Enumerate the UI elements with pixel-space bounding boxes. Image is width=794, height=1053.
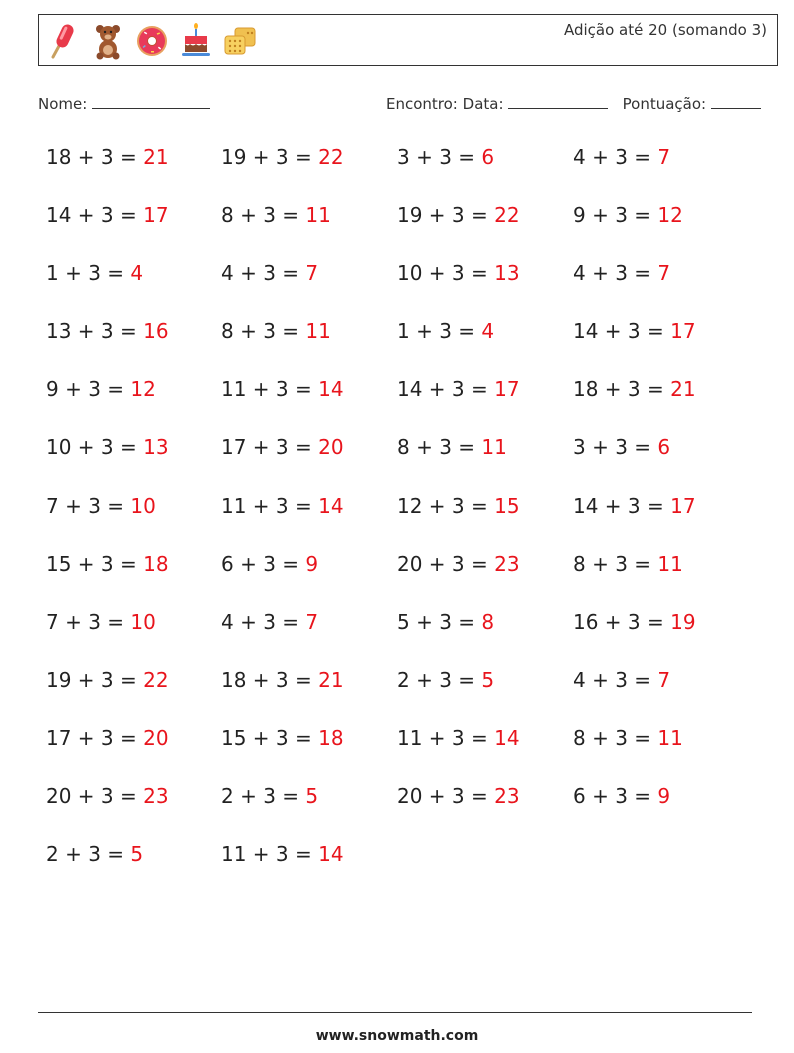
problem-question: 4 + 3 =: [573, 261, 652, 286]
problem-answer: 14: [318, 377, 344, 402]
problem-item: [46, 668, 169, 692]
problem-answer: 7: [305, 609, 319, 634]
problem-question: 9 + 3 =: [46, 377, 125, 402]
problem-row: [46, 261, 766, 319]
problem-question: 6 + 3 =: [573, 784, 652, 809]
problem-question: 17 + 3 =: [46, 725, 137, 750]
problem-answer: 11: [657, 551, 683, 576]
problem-item: [397, 203, 520, 227]
problem-question: 2 + 3 =: [46, 842, 125, 867]
problem-item: [397, 377, 520, 401]
footer-divider: [38, 1012, 752, 1013]
problem-answer: 16: [143, 319, 169, 344]
score-label: Pontuação:: [622, 95, 707, 113]
problem-answer: 19: [670, 609, 696, 634]
problem-answer: 13: [143, 435, 169, 460]
problem-question: 3 + 3 =: [573, 435, 652, 460]
problem-item: [221, 203, 331, 227]
problem-answer: 10: [130, 493, 156, 518]
problem-question: 10 + 3 =: [46, 435, 137, 460]
problem-item: [573, 726, 683, 750]
problem-item: [221, 552, 318, 576]
problem-answer: 4: [130, 261, 144, 286]
problem-question: 8 + 3 =: [221, 203, 300, 228]
problem-item: [221, 494, 344, 518]
problem-answer: 10: [130, 609, 156, 634]
problem-item: [46, 261, 143, 285]
problem-answer: 22: [143, 667, 169, 692]
problem-answer: 9: [657, 784, 671, 809]
problem-answer: 22: [318, 145, 344, 169]
problem-question: 19 + 3 =: [46, 667, 137, 692]
problem-answer: 13: [494, 261, 520, 286]
problem-item: [397, 552, 520, 576]
problem-answer: 5: [130, 842, 144, 867]
encounter-date-score: [386, 94, 761, 113]
problem-question: 2 + 3 =: [221, 784, 300, 809]
problem-answer: 7: [657, 145, 671, 169]
problem-question: 1 + 3 =: [397, 319, 476, 344]
problem-item: [46, 145, 169, 169]
problem-question: 1 + 3 =: [46, 261, 125, 286]
problem-item: [221, 319, 331, 343]
problem-item: [221, 842, 344, 866]
problem-row: [46, 668, 766, 726]
problem-question: 18 + 3 =: [221, 667, 312, 692]
problem-item: [573, 610, 696, 634]
problem-item: [573, 377, 696, 401]
problem-answer: 14: [494, 725, 520, 750]
problem-answer: 7: [657, 667, 671, 692]
encounter-label: Encontro:: [386, 95, 458, 113]
problem-answer: 11: [481, 435, 507, 460]
problem-question: 19 + 3 =: [397, 203, 488, 228]
problem-row: [46, 377, 766, 435]
popsicle-icon: [47, 22, 81, 60]
problem-question: 10 + 3 =: [397, 261, 488, 286]
problem-item: [397, 610, 494, 634]
problem-row: [46, 842, 766, 900]
problem-answer: 11: [305, 319, 331, 344]
problem-question: 12 + 3 =: [397, 493, 488, 518]
problem-item: [46, 610, 156, 634]
problem-question: 3 + 3 =: [397, 145, 476, 169]
problem-answer: 11: [305, 203, 331, 228]
problem-question: 14 + 3 =: [397, 377, 488, 402]
score-blank-line: [711, 94, 761, 109]
problem-row: [46, 552, 766, 610]
problem-question: 11 + 3 =: [397, 725, 488, 750]
problem-answer: 20: [143, 725, 169, 750]
problem-answer: 21: [143, 145, 169, 169]
problem-answer: 20: [318, 435, 344, 460]
problem-question: 13 + 3 =: [46, 319, 137, 344]
problem-question: 11 + 3 =: [221, 377, 312, 402]
worksheet-title: Adição até 20 (somando 3): [563, 21, 767, 39]
problem-answer: 17: [670, 493, 696, 518]
problem-item: [397, 145, 494, 169]
problem-answer: 17: [670, 319, 696, 344]
problem-item: [46, 203, 169, 227]
problem-question: 18 + 3 =: [573, 377, 664, 402]
name-field: [38, 94, 210, 113]
problem-question: 20 + 3 =: [397, 784, 488, 809]
problem-item: [573, 552, 683, 576]
problem-answer: 18: [143, 551, 169, 576]
problem-item: [221, 435, 344, 459]
problem-row: [46, 494, 766, 552]
problem-item: [46, 319, 169, 343]
problem-answer: 17: [143, 203, 169, 228]
problem-question: 7 + 3 =: [46, 609, 125, 634]
problem-row: [46, 203, 766, 261]
problem-item: [221, 726, 344, 750]
problem-row: [46, 435, 766, 493]
problem-question: 4 + 3 =: [221, 609, 300, 634]
problem-item: [221, 145, 344, 169]
problem-answer: 15: [494, 493, 520, 518]
problem-item: [46, 552, 169, 576]
problem-answer: 5: [305, 784, 319, 809]
problem-question: 14 + 3 =: [573, 319, 664, 344]
problem-row: [46, 784, 766, 842]
problem-question: 15 + 3 =: [46, 551, 137, 576]
donut-icon: [135, 22, 169, 60]
date-blank-line: [508, 94, 608, 109]
problem-question: 17 + 3 =: [221, 435, 312, 460]
problem-question: 14 + 3 =: [46, 203, 137, 228]
problem-row: [46, 726, 766, 784]
problem-question: 18 + 3 =: [46, 145, 137, 169]
problem-item: [573, 203, 683, 227]
problem-question: 8 + 3 =: [573, 551, 652, 576]
problem-item: [397, 784, 520, 808]
problem-question: 15 + 3 =: [221, 725, 312, 750]
problem-answer: 6: [481, 145, 495, 169]
cracker-icon: [223, 22, 257, 60]
problem-answer: 14: [318, 842, 344, 867]
problem-question: 6 + 3 =: [221, 551, 300, 576]
problem-question: 11 + 3 =: [221, 842, 312, 867]
problem-item: [397, 435, 507, 459]
problem-item: [573, 261, 670, 285]
problem-question: 8 + 3 =: [573, 725, 652, 750]
problem-answer: 9: [305, 551, 319, 576]
problem-question: 8 + 3 =: [397, 435, 476, 460]
problem-answer: 4: [481, 319, 495, 344]
date-label: Data:: [462, 95, 504, 113]
problem-item: [573, 784, 670, 808]
problem-question: 4 + 3 =: [573, 145, 652, 169]
problem-item: [397, 494, 520, 518]
problem-question: 20 + 3 =: [397, 551, 488, 576]
problem-item: [46, 726, 169, 750]
problem-item: [573, 145, 670, 169]
problem-answer: 7: [305, 261, 319, 286]
problem-question: 20 + 3 =: [46, 784, 137, 809]
problem-item: [573, 668, 670, 692]
problem-row: [46, 319, 766, 377]
problem-answer: 23: [143, 784, 169, 809]
problem-answer: 8: [481, 609, 495, 634]
problem-answer: 23: [494, 784, 520, 809]
problem-answer: 11: [657, 725, 683, 750]
problem-question: 11 + 3 =: [221, 493, 312, 518]
problem-item: [573, 494, 696, 518]
problem-row: [46, 145, 766, 203]
problem-answer: 12: [130, 377, 156, 402]
problem-question: 4 + 3 =: [573, 667, 652, 692]
problem-question: 9 + 3 =: [573, 203, 652, 228]
problem-question: 2 + 3 =: [397, 667, 476, 692]
problem-question: 7 + 3 =: [46, 493, 125, 518]
problem-answer: 12: [657, 203, 683, 228]
footer-url: www.snowmath.com: [315, 1028, 479, 1044]
problem-item: [46, 842, 143, 866]
problem-question: 4 + 3 =: [221, 261, 300, 286]
problem-question: 14 + 3 =: [573, 493, 664, 518]
problem-item: [397, 668, 494, 692]
problem-answer: 18: [318, 725, 344, 750]
birthday-cake-icon: [179, 22, 213, 60]
problem-item: [221, 261, 318, 285]
name-blank-line: [92, 94, 210, 109]
problem-question: 19 + 3 =: [221, 145, 312, 169]
problem-question: 16 + 3 =: [573, 609, 664, 634]
problem-item: [221, 377, 344, 401]
problem-answer: 5: [481, 667, 495, 692]
problem-answer: 14: [318, 493, 344, 518]
problem-item: [46, 494, 156, 518]
problem-answer: 6: [657, 435, 671, 460]
problem-item: [397, 261, 520, 285]
problem-item: [221, 784, 318, 808]
teddy-bear-icon: [91, 22, 125, 60]
problem-item: [46, 435, 169, 459]
problem-answer: 21: [670, 377, 696, 402]
problem-answer: 17: [494, 377, 520, 402]
name-label: Nome:: [38, 95, 88, 113]
header-icons: [47, 21, 257, 61]
problem-question: 8 + 3 =: [221, 319, 300, 344]
problem-row: [46, 610, 766, 668]
problem-item: [397, 319, 494, 343]
problem-grid: [46, 145, 766, 900]
problem-item: [221, 668, 344, 692]
problem-item: [573, 319, 696, 343]
problem-item: [397, 726, 520, 750]
problem-item: [573, 435, 670, 459]
problem-answer: 22: [494, 203, 520, 228]
problem-answer: 7: [657, 261, 671, 286]
problem-item: [46, 377, 156, 401]
problem-answer: 23: [494, 551, 520, 576]
problem-question: 5 + 3 =: [397, 609, 476, 634]
worksheet-header: [38, 14, 778, 66]
problem-item: [46, 784, 169, 808]
problem-item: [221, 610, 318, 634]
problem-answer: 21: [318, 667, 344, 692]
